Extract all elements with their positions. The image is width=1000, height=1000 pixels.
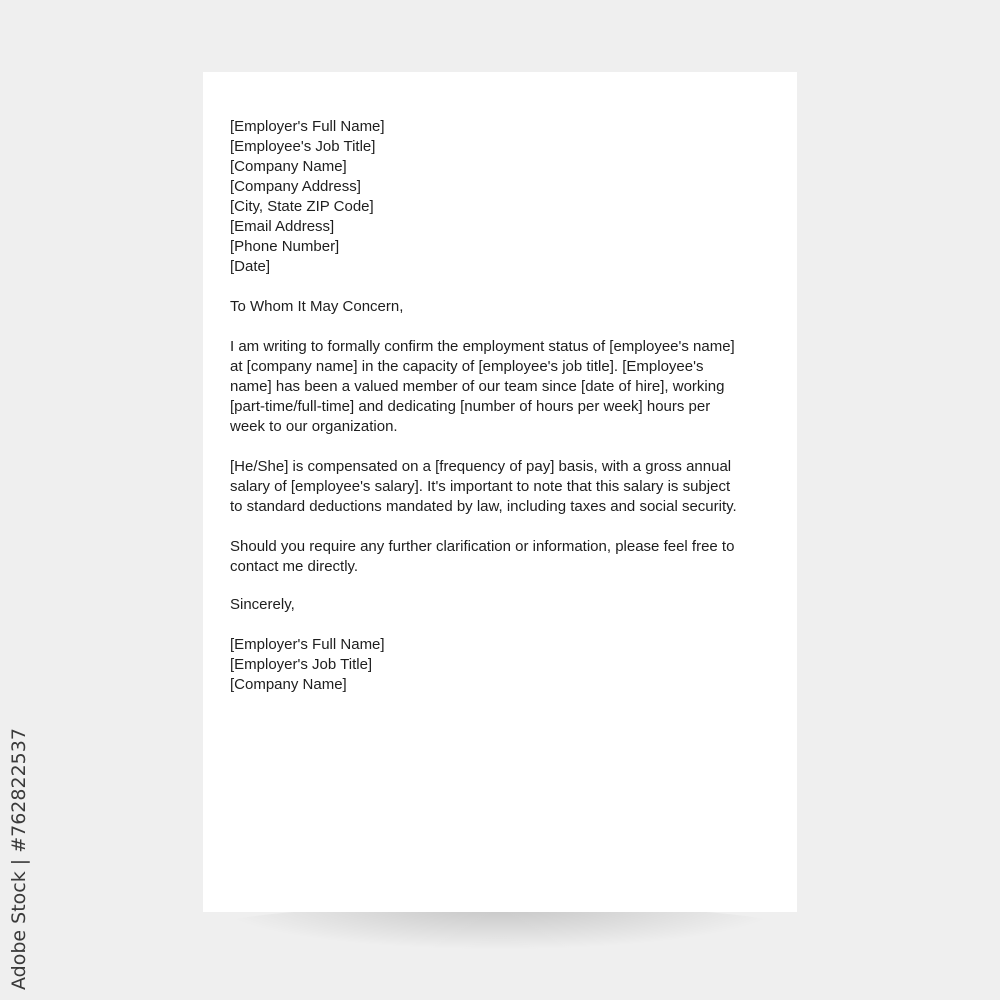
header-line: [City, State ZIP Code] — [230, 198, 374, 215]
sender-block — [230, 117, 775, 277]
paragraph-line: name] has been a valued member of our team since [date of hire], working — [230, 378, 725, 395]
paragraph-line: [He/She] is compensated on a [frequency of pay] basis, with a gross annual — [230, 458, 732, 475]
paragraph-line: Should you require any further clarification or information, please feel free to — [230, 538, 735, 555]
paragraph-line: contact me directly. — [230, 558, 359, 575]
header-line: [Date] — [230, 258, 271, 275]
header-line: [Company Address] — [230, 178, 361, 195]
paragraph-line: at [company name] in the capacity of [employee's job title]. [Employee's — [230, 358, 704, 375]
paragraph-line: [part-time/full-time] and dedicating [number of hours per week] hours per — [230, 398, 711, 415]
signature-line: [Employer's Full Name] — [230, 636, 385, 653]
header-line: [Company Name] — [230, 158, 347, 175]
signature-line: [Employer's Job Title] — [230, 656, 373, 673]
closing: Sincerely, — [230, 596, 295, 613]
header-line: [Email Address] — [230, 218, 335, 235]
letter-body — [230, 117, 775, 695]
header-line: [Phone Number] — [230, 238, 340, 255]
stock-watermark: Adobe Stock | #762822537 — [8, 728, 30, 990]
signature-line: [Company Name] — [230, 676, 347, 693]
paragraph-line: salary of [employee's salary]. It's important to note that this salary is subject — [230, 478, 731, 495]
header-line: [Employee's Job Title] — [230, 138, 376, 155]
paragraph-line: I am writing to formally confirm the employment status of [employee's name] — [230, 338, 735, 355]
paragraph-1 — [230, 337, 775, 437]
header-line: [Employer's Full Name] — [230, 118, 385, 135]
paragraph-2 — [230, 457, 775, 517]
salutation: To Whom It May Concern, — [230, 298, 404, 315]
paragraph-line: to standard deductions mandated by law, including taxes and social security. — [230, 498, 737, 515]
paragraph-line: week to our organization. — [230, 418, 398, 435]
paragraph-3 — [230, 537, 775, 577]
signature-block — [230, 635, 775, 695]
letter-page — [203, 72, 797, 912]
